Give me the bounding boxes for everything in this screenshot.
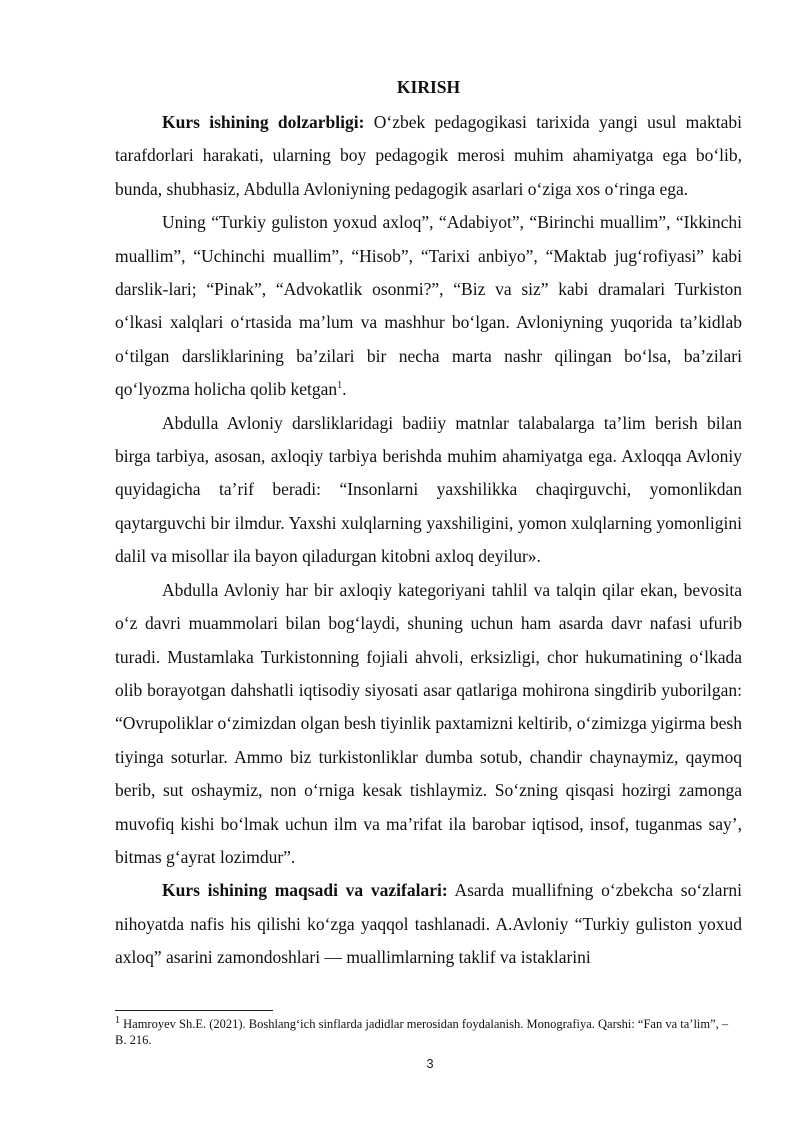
paragraph-lead: Kurs ishining maqsadi va vazifalari: — [162, 880, 448, 901]
paragraph-text: Abdulla Avloniy har bir axloqiy kategoriyani tahlil va talqin qilar ekan, bevosita o‘z davri muammolari bilan bog‘laydi, shuning uchun ham asarda davr nafasi ufurib turadi. Mustamlaka Turkistonning fojiali ahvoli, erksizligi, chor hukumatining o‘lkada olib borayotgan dahshatli iqtisodiy siyosati asar qatlariga mohirona singdirib yuborilgan: “Ovrupoliklar o‘zimizdan olgan besh tiyinlik paxtamizni keltirib, o‘zimizga yigirma besh tiyinga soturlar. Ammo biz turkistonliklar dumba sotub, chandir chaynaymiz, qaymoq berib, sut oshaymiz, non o‘rniga kesak tishlaymiz. So‘zning qisqasi hozirgi zamonga muvofiq kishi bo‘lmak uchun ilm va ma’rifat ila barobar iqtisod, insof, tuganmas say’, bitmas g‘ayrat lozimdur”. — [115, 579, 742, 867]
footnote-reference[interactable]: 1 — [337, 380, 343, 392]
paragraph-analysis — [115, 574, 742, 875]
paragraph-text: Abdulla Avloniy darsliklaridagi badiiy matnlar talabalarga ta’lim berish bilan birga tarbiya, asosan, axloqiy tarbiya berishda muhim ahamiyatga ega. Axloqqa Avloniy quyidagicha ta’rif beradi: “Insonlarni yaxshilikka chaqirguvchi, yomonlikdan qaytarguvchi bir ilmdur. Yaxshi xulqlarning yaxshiligini, yomon xulqlarning yomonligini dalil va misollar ila bayon qiladurgan kitobni axloq deyilur». — [115, 412, 742, 567]
paragraph-goals — [115, 874, 742, 974]
footnote-marker: 1 — [115, 1014, 120, 1026]
footnote-separator — [115, 1010, 273, 1011]
footnote — [115, 1016, 742, 1048]
paragraph-works — [115, 206, 742, 406]
paragraph-lead: Kurs ishining dolzarbligi: — [162, 112, 365, 132]
footnote-text: Hamroyev Sh.E. (2021). Boshlang‘ich sinflarda jadidlar merosidan foydalanish. Monografiya. Qarshi: “Fan va ta’lim”, – B. 216. — [115, 1017, 729, 1047]
paragraph-tail: . — [342, 379, 347, 400]
page-body — [115, 76, 742, 975]
paragraph-text: O‘zbek pedagogikasi tarixida yangi usul maktabi tarafdorlari harakati, ularning boy pedagogik merosi muhim ahamiyatga ega bo‘lib, bunda, shubhasiz, Abdulla Avloniyning pedagogik asarlari o‘ziga xos o‘ringa ega. — [115, 112, 742, 199]
paragraph-relevance — [115, 106, 742, 206]
page-number: 3 — [426, 1056, 434, 1071]
paragraph-ethics — [115, 407, 742, 574]
page-title: KIRISH — [396, 77, 461, 97]
paragraph-text: Asarda muallifning o‘zbekcha so‘zlarni nihoyatda nafis his qilishi ko‘zga yaqqol tashlanadi. A.Avloniy “Turkiy guliston yoxud axloq” asarini zamondoshlari — muallimlarning taklif va istaklarini — [115, 880, 743, 968]
paragraph-text: Uning “Turkiy guliston yoxud axloq”, “Adabiyot”, “Birinchi muallim”, “Ikkinchi muallim”, “Uchinchi muallim”, “Hisob”, “Tarixi anbiyo”, “Maktab jug‘rofiyasi” kabi darslik-lari; “Pinak”, “Advokatlik osonmi?”, “Biz va siz” kabi dramalari Turkiston o‘lkasi xalqlari o‘rtasida ma’lum va mashhur bo‘lgan. Avloniyning yuqorida ta’kidlab o‘tilgan darsliklarining ba’zilari bir necha marta nashr qilingan bo‘lsa, ba’zilari qo‘lyozma holicha qolib ketgan — [115, 212, 742, 400]
